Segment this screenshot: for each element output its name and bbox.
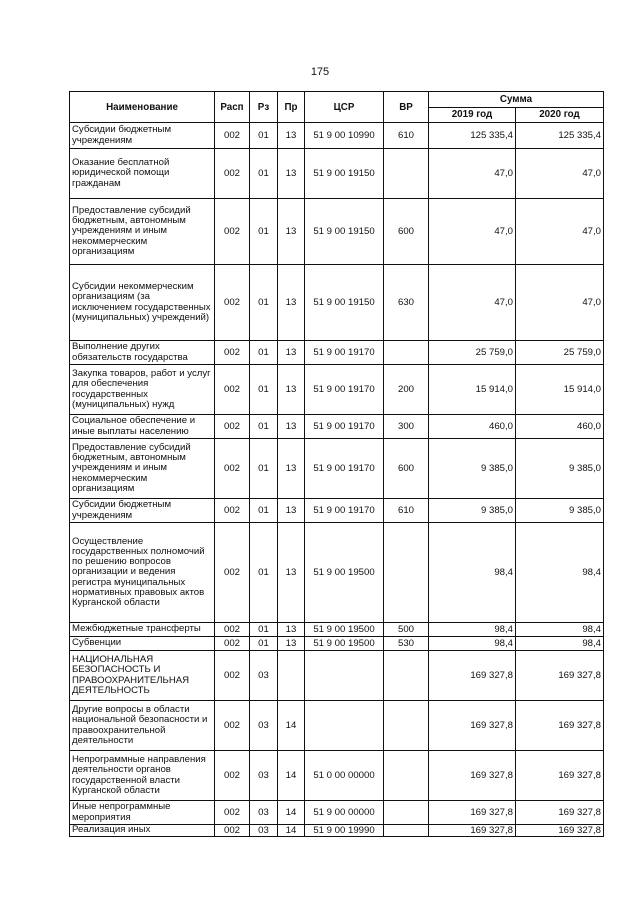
cell-sum-2019: 9 385,0 [429, 499, 516, 523]
cell-vr [384, 341, 429, 365]
cell-name: Осуществление государственных полномочий по решению вопросов организации и ведения регистра муниципальных нормативных правовых актов Курганской области [70, 523, 215, 623]
cell-pr: 13 [278, 365, 305, 415]
header-pr: Пр [278, 92, 305, 123]
cell-rz: 01 [250, 623, 278, 637]
cell-sum-2020: 98,4 [516, 623, 604, 637]
cell-pr: 13 [278, 341, 305, 365]
cell-name: Предоставление субсидий бюджетным, автономным учреждениям и иным некоммерческим организациям [70, 199, 215, 265]
budget-table [69, 91, 604, 837]
cell-csr: 51 9 00 19170 [305, 439, 384, 499]
cell-sum-2020: 47,0 [516, 199, 604, 265]
cell-rasp: 002 [215, 265, 250, 341]
cell-rasp: 002 [215, 123, 250, 149]
cell-sum-2019: 47,0 [429, 199, 516, 265]
cell-pr: 14 [278, 701, 305, 751]
cell-sum-2020: 169 327,8 [516, 651, 604, 701]
header-rasp: Расп [215, 92, 250, 123]
cell-csr: 51 9 00 19170 [305, 415, 384, 439]
cell-sum-2019: 9 385,0 [429, 439, 516, 499]
cell-sum-2020: 169 327,8 [516, 701, 604, 751]
cell-vr: 500 [384, 623, 429, 637]
cell-csr: 51 0 00 00000 [305, 751, 384, 801]
table-row [70, 265, 604, 341]
cell-name: Закупка товаров, работ и услуг для обеспечения государственных (муниципальных) нужд [70, 365, 215, 415]
header-vr: ВР [384, 92, 429, 123]
cell-sum-2019: 15 914,0 [429, 365, 516, 415]
cell-rz: 01 [250, 341, 278, 365]
cell-vr [384, 651, 429, 701]
header-rz: Рз [250, 92, 278, 123]
cell-sum-2020: 169 327,8 [516, 751, 604, 801]
table-row [70, 123, 604, 149]
cell-rasp: 002 [215, 637, 250, 651]
cell-pr: 13 [278, 415, 305, 439]
table-row [70, 825, 604, 837]
cell-name: Непрограммные направления деятельности органов государственной власти Курганской области [70, 751, 215, 801]
cell-vr [384, 149, 429, 199]
cell-pr: 13 [278, 439, 305, 499]
cell-rasp: 002 [215, 801, 250, 825]
cell-vr: 630 [384, 265, 429, 341]
cell-name: Социальное обеспечение и иные выплаты населению [70, 415, 215, 439]
cell-rasp: 002 [215, 365, 250, 415]
table-row [70, 637, 604, 651]
cell-sum-2019: 460,0 [429, 415, 516, 439]
cell-sum-2020: 98,4 [516, 637, 604, 651]
cell-pr: 13 [278, 637, 305, 651]
cell-sum-2019: 169 327,8 [429, 751, 516, 801]
cell-csr: 51 9 00 19170 [305, 499, 384, 523]
cell-rasp: 002 [215, 523, 250, 623]
cell-rz: 01 [250, 523, 278, 623]
cell-rz: 01 [250, 439, 278, 499]
cell-rasp: 002 [215, 149, 250, 199]
cell-sum-2019: 169 327,8 [429, 801, 516, 825]
cell-csr: 51 9 00 19150 [305, 149, 384, 199]
cell-csr: 51 9 00 19990 [305, 825, 384, 837]
cell-csr: 51 9 00 19150 [305, 199, 384, 265]
table-row [70, 199, 604, 265]
cell-name: Субвенции [70, 637, 215, 651]
cell-name: Иные непрограммные мероприятия [70, 801, 215, 825]
cell-name: Другие вопросы в области национальной безопасности и правоохранительной деятельности [70, 701, 215, 751]
cell-csr: 51 9 00 00000 [305, 801, 384, 825]
cell-vr: 600 [384, 439, 429, 499]
cell-name: Оказание бесплатной юридической помощи гражданам [70, 149, 215, 199]
cell-rasp: 002 [215, 825, 250, 837]
cell-vr [384, 751, 429, 801]
cell-pr: 14 [278, 801, 305, 825]
cell-sum-2020: 169 327,8 [516, 801, 604, 825]
cell-csr: 51 9 00 19500 [305, 637, 384, 651]
cell-csr: 51 9 00 19170 [305, 341, 384, 365]
cell-pr: 13 [278, 499, 305, 523]
table-row [70, 439, 604, 499]
cell-rasp: 002 [215, 415, 250, 439]
cell-sum-2019: 25 759,0 [429, 341, 516, 365]
cell-sum-2020: 25 759,0 [516, 341, 604, 365]
cell-sum-2020: 9 385,0 [516, 439, 604, 499]
cell-sum-2019: 125 335,4 [429, 123, 516, 149]
cell-vr: 200 [384, 365, 429, 415]
cell-vr: 600 [384, 199, 429, 265]
cell-rz: 01 [250, 637, 278, 651]
table-row [70, 149, 604, 199]
cell-sum-2020: 460,0 [516, 415, 604, 439]
cell-rasp: 002 [215, 439, 250, 499]
table-row [70, 751, 604, 801]
cell-sum-2019: 98,4 [429, 637, 516, 651]
cell-pr: 14 [278, 825, 305, 837]
cell-vr: 300 [384, 415, 429, 439]
cell-rz: 01 [250, 499, 278, 523]
cell-rasp: 002 [215, 341, 250, 365]
table-row [70, 415, 604, 439]
cell-rasp: 002 [215, 623, 250, 637]
cell-vr [384, 801, 429, 825]
header-csr: ЦСР [305, 92, 384, 123]
cell-pr: 13 [278, 199, 305, 265]
cell-sum-2019: 47,0 [429, 149, 516, 199]
cell-rasp: 002 [215, 199, 250, 265]
cell-sum-2020: 125 335,4 [516, 123, 604, 149]
cell-rz: 03 [250, 701, 278, 751]
header-sum: Сумма [429, 92, 604, 108]
cell-rz: 01 [250, 149, 278, 199]
cell-sum-2020: 47,0 [516, 149, 604, 199]
table-row [70, 623, 604, 637]
cell-sum-2020: 15 914,0 [516, 365, 604, 415]
cell-name: Субсидии некоммерческим организациям (за исключением государственных (муниципальных) учреждений) [70, 265, 215, 341]
cell-rz: 01 [250, 415, 278, 439]
header-2020: 2020 год [516, 107, 604, 123]
cell-sum-2020: 98,4 [516, 523, 604, 623]
cell-sum-2020: 169 327,8 [516, 825, 604, 837]
header-name: Наименование [70, 92, 215, 123]
cell-sum-2019: 98,4 [429, 623, 516, 637]
table-row [70, 365, 604, 415]
cell-pr: 14 [278, 751, 305, 801]
cell-rz: 03 [250, 801, 278, 825]
table-row [70, 651, 604, 701]
cell-rasp: 002 [215, 499, 250, 523]
table-row [70, 523, 604, 623]
cell-vr [384, 825, 429, 837]
cell-rasp: 002 [215, 651, 250, 701]
header-2019: 2019 год [429, 107, 516, 123]
cell-rz: 01 [250, 265, 278, 341]
cell-rasp: 002 [215, 701, 250, 751]
cell-sum-2019: 169 327,8 [429, 825, 516, 837]
cell-pr: 13 [278, 523, 305, 623]
cell-rz: 01 [250, 123, 278, 149]
cell-csr: 51 9 00 19500 [305, 623, 384, 637]
cell-csr: 51 9 00 19500 [305, 523, 384, 623]
cell-rasp: 002 [215, 751, 250, 801]
cell-name: Выполнение других обязательств государства [70, 341, 215, 365]
cell-rz: 01 [250, 365, 278, 415]
cell-csr: 51 9 00 19170 [305, 365, 384, 415]
cell-name: Реализация иных [70, 825, 215, 837]
cell-rz: 03 [250, 825, 278, 837]
cell-sum-2019: 98,4 [429, 523, 516, 623]
cell-rz: 03 [250, 751, 278, 801]
cell-csr [305, 651, 384, 701]
cell-csr: 51 9 00 19150 [305, 265, 384, 341]
cell-pr [278, 651, 305, 701]
cell-name: НАЦИОНАЛЬНАЯ БЕЗОПАСНОСТЬ И ПРАВООХРАНИТЕЛЬНАЯ ДЕЯТЕЛЬНОСТЬ [70, 651, 215, 701]
cell-sum-2020: 47,0 [516, 265, 604, 341]
cell-pr: 13 [278, 123, 305, 149]
cell-name: Субсидии бюджетным учреждениям [70, 499, 215, 523]
cell-pr: 13 [278, 623, 305, 637]
cell-name: Межбюджетные трансферты [70, 623, 215, 637]
cell-vr [384, 523, 429, 623]
cell-csr [305, 701, 384, 751]
cell-sum-2020: 9 385,0 [516, 499, 604, 523]
cell-csr: 51 9 00 10990 [305, 123, 384, 149]
cell-pr: 13 [278, 149, 305, 199]
cell-sum-2019: 47,0 [429, 265, 516, 341]
table-row [70, 701, 604, 751]
cell-rz: 01 [250, 199, 278, 265]
table-row [70, 801, 604, 825]
table-row [70, 341, 604, 365]
page-number: 175 [310, 66, 330, 78]
cell-vr: 610 [384, 123, 429, 149]
cell-vr: 610 [384, 499, 429, 523]
cell-sum-2019: 169 327,8 [429, 651, 516, 701]
cell-rz: 03 [250, 651, 278, 701]
cell-vr: 530 [384, 637, 429, 651]
cell-name: Предоставление субсидий бюджетным, автономным учреждениям и иным некоммерческим организациям [70, 439, 215, 499]
cell-name: Субсидии бюджетным учреждениям [70, 123, 215, 149]
table-row [70, 499, 604, 523]
cell-pr: 13 [278, 265, 305, 341]
cell-sum-2019: 169 327,8 [429, 701, 516, 751]
cell-vr [384, 701, 429, 751]
